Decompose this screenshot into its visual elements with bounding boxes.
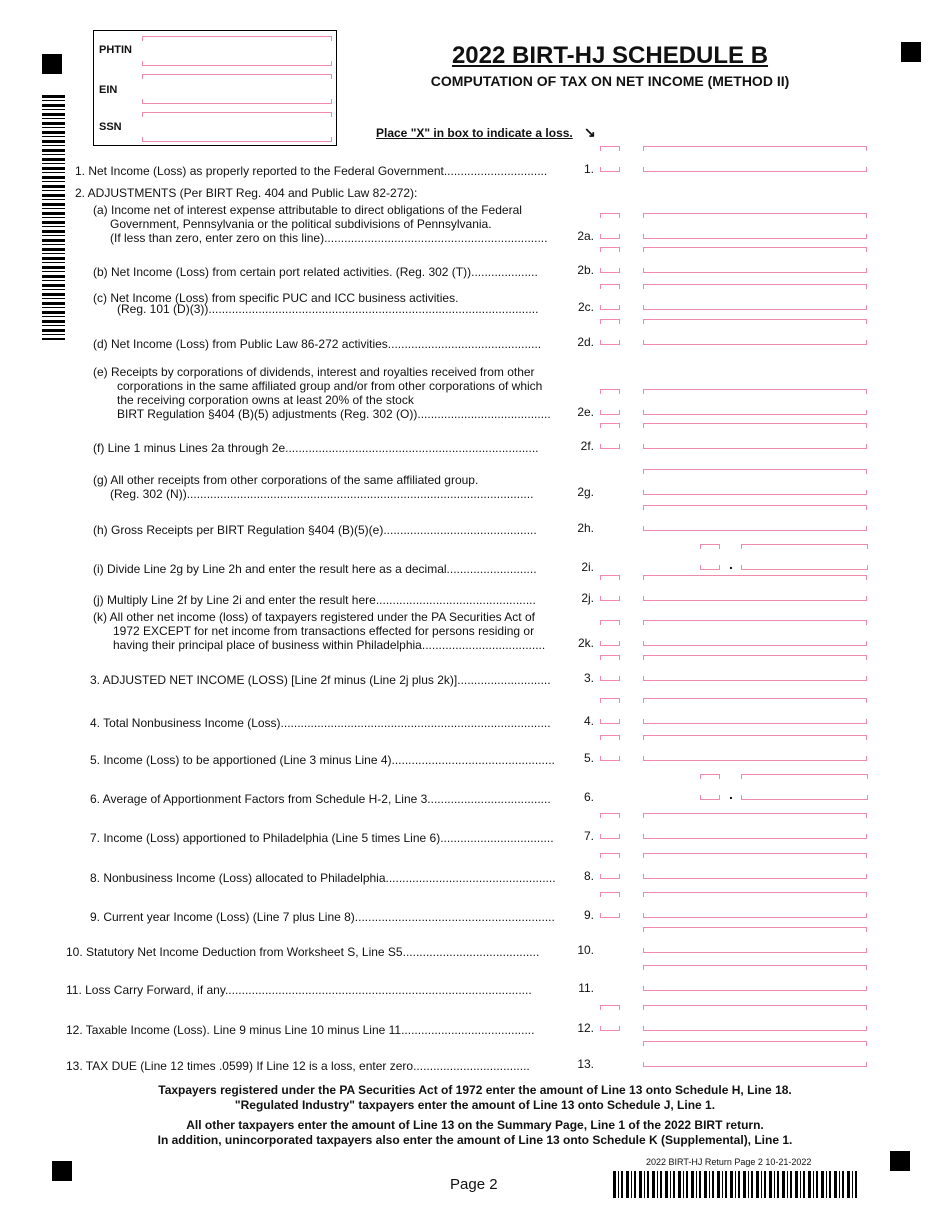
- barcode-horizontal: [613, 1171, 859, 1198]
- loss-checkbox[interactable]: [600, 319, 620, 345]
- amount-field[interactable]: [643, 1005, 867, 1031]
- loss-checkbox[interactable]: [600, 655, 620, 681]
- line-text: (f) Line 1 minus Lines 2a through 2e............................................................................: [93, 441, 539, 455]
- loss-checkbox[interactable]: [600, 698, 620, 724]
- loss-checkbox[interactable]: [600, 389, 620, 415]
- amount-field[interactable]: [643, 389, 867, 415]
- taxpayer-id-box: [93, 30, 337, 146]
- loss-checkbox[interactable]: [600, 423, 620, 449]
- line-number: 2g.: [577, 485, 594, 499]
- amount-field[interactable]: [643, 892, 867, 918]
- loss-checkbox[interactable]: [600, 575, 620, 601]
- loss-checkbox[interactable]: [600, 853, 620, 879]
- line-number: 2i.: [581, 560, 594, 574]
- footer-note-3: All other taxpayers enter the amount of Line 13 on the Summary Page, Line 1 of the 2022 BIRT return.: [186, 1118, 764, 1132]
- line-text: (b) Net Income (Loss) from certain port related activities. (Reg. 302 (T))....................: [93, 265, 538, 279]
- amount-field[interactable]: [643, 319, 867, 345]
- line-number: 1.: [583, 162, 594, 176]
- amount-field[interactable]: [643, 213, 867, 239]
- amount-field[interactable]: [643, 146, 867, 172]
- decimal-whole-field[interactable]: [700, 544, 720, 570]
- line-text: (i) Divide Line 2g by Line 2h and enter the result here as a decimal...........................: [93, 562, 537, 576]
- loss-checkbox[interactable]: [600, 813, 620, 839]
- line-number: 10.: [577, 943, 594, 957]
- line-number: 8.: [583, 869, 594, 883]
- line-text: Government, Pennsylvania or the political subdivisions of Pennsylvania.: [110, 217, 492, 231]
- page-number: Page 2: [450, 1176, 498, 1193]
- line-text: 8. Nonbusiness Income (Loss) allocated to Philadelphia...................................................: [90, 871, 556, 885]
- amount-field[interactable]: [643, 853, 867, 879]
- line-text: 13. TAX DUE (Line 12 times .0599) If Line 12 is a loss, enter zero...................................: [66, 1059, 530, 1073]
- line-number: 6.: [583, 790, 594, 804]
- decimal-point: .: [729, 786, 733, 802]
- line-number: 9.: [583, 908, 594, 922]
- line-text: (k) All other net income (loss) of taxpayers registered under the PA Securities Act of: [93, 610, 535, 624]
- amount-field[interactable]: [643, 469, 867, 495]
- line-number: 4.: [583, 714, 594, 728]
- line-text: 11. Loss Carry Forward, if any............................................................................................: [66, 983, 532, 997]
- line-number: 2b.: [577, 263, 594, 277]
- decimal-fraction-field[interactable]: [741, 544, 868, 570]
- form-id: 2022 BIRT-HJ Return Page 2 10-21-2022: [646, 1157, 812, 1167]
- registration-mark: [901, 42, 921, 62]
- footer-note-1: Taxpayers registered under the PA Securities Act of 1972 enter the amount of Line 13 onto Schedule H, Line 18.: [158, 1083, 792, 1097]
- line-text: corporations in the same affiliated group and/or from other corporations of which: [117, 379, 543, 393]
- line-text: 4. Total Nonbusiness Income (Loss).................................................................................: [90, 716, 551, 730]
- amount-field[interactable]: [643, 813, 867, 839]
- line-text: 2. ADJUSTMENTS (Per BIRT Reg. 404 and Public Law 82-272):: [75, 186, 418, 200]
- line-text: having their principal place of business within Philadelphia.....................................: [113, 638, 546, 652]
- page-subtitle: COMPUTATION OF TAX ON NET INCOME (METHOD II): [430, 73, 790, 89]
- amount-field[interactable]: [643, 575, 867, 601]
- registration-mark: [42, 54, 62, 74]
- amount-field[interactable]: [643, 735, 867, 761]
- ssn-label: SSN: [99, 121, 122, 133]
- loss-checkbox[interactable]: [600, 284, 620, 310]
- amount-field[interactable]: [643, 698, 867, 724]
- line-text: 1972 EXCEPT for net income from transactions effected for persons residing or: [113, 624, 535, 638]
- line-number: 2k.: [577, 636, 594, 650]
- line-text: the receiving corporation owns at least 20% of the stock: [117, 393, 414, 407]
- line-text: (j) Multiply Line 2f by Line 2i and enter the result here................................................: [93, 593, 536, 607]
- line-text: 3. ADJUSTED NET INCOME (LOSS) [Line 2f minus (Line 2j plus 2k)]............................: [90, 673, 551, 687]
- line-number: 7.: [583, 829, 594, 843]
- line-number: 3.: [583, 671, 594, 685]
- line-text: 9. Current year Income (Loss) (Line 7 plus Line 8)............................................................: [90, 910, 555, 924]
- amount-field[interactable]: [643, 247, 867, 273]
- footer-note-2: "Regulated Industry" taxpayers enter the amount of Line 13 onto Schedule J, Line 1.: [234, 1098, 716, 1112]
- loss-checkbox[interactable]: [600, 892, 620, 918]
- line-text: (Reg. 302 (N))........................................................................................................: [110, 487, 534, 501]
- loss-checkbox[interactable]: [600, 247, 620, 273]
- loss-checkbox[interactable]: [600, 213, 620, 239]
- line-text: (d) Net Income (Loss) from Public Law 86-272 activities..............................................: [93, 337, 542, 351]
- amount-field[interactable]: [643, 1041, 867, 1067]
- arrow-down-right-icon: ↘: [584, 124, 596, 140]
- amount-field[interactable]: [643, 505, 867, 531]
- line-number: 2d.: [577, 335, 594, 349]
- line-number: 13.: [577, 1057, 594, 1071]
- line-text: (e) Receipts by corporations of dividends, interest and royalties received from other: [93, 365, 535, 379]
- ssn-field[interactable]: [142, 112, 332, 142]
- line-text: (If less than zero, enter zero on this line)...................................................................: [110, 231, 548, 245]
- ein-field[interactable]: [142, 74, 332, 104]
- line-number: 2c.: [577, 300, 594, 314]
- line-number: 2j.: [581, 591, 594, 605]
- line-text: 10. Statutory Net Income Deduction from Worksheet S, Line S5.........................................: [66, 945, 540, 959]
- amount-field[interactable]: [643, 927, 867, 953]
- page-title: 2022 BIRT-HJ SCHEDULE B: [451, 42, 769, 69]
- line-text: (Reg. 101 (D)(3))...................................................................................................: [117, 302, 539, 316]
- line-text: 5. Income (Loss) to be apportioned (Line 3 minus Line 4).................................................: [90, 753, 555, 767]
- footer-note-4: In addition, unincorporated taxpayers also enter the amount of Line 13 onto Schedule K (Supplemental), Line 1.: [157, 1133, 793, 1147]
- line-number: 2a.: [577, 229, 594, 243]
- decimal-point: .: [729, 556, 733, 572]
- loss-checkbox[interactable]: [600, 620, 620, 646]
- line-number: 2e.: [577, 405, 594, 419]
- loss-checkbox[interactable]: [600, 146, 620, 172]
- registration-mark: [890, 1151, 910, 1171]
- ein-label: EIN: [99, 84, 118, 96]
- line-number: 2f.: [580, 439, 594, 453]
- amount-field[interactable]: [643, 620, 867, 646]
- line-text: 1. Net Income (Loss) as properly reported to the Federal Government...............................: [75, 164, 548, 178]
- amount-field[interactable]: [643, 423, 867, 449]
- line-text: 7. Income (Loss) apportioned to Philadelphia (Line 5 times Line 6)..................................: [90, 831, 554, 845]
- decimal-whole-field[interactable]: [700, 774, 720, 800]
- line-number: 5.: [583, 751, 594, 765]
- amount-field[interactable]: [643, 655, 867, 681]
- line-text: (c) Net Income (Loss) from specific PUC and ICC business activities.: [93, 291, 459, 305]
- line-number: 11.: [578, 981, 594, 995]
- loss-instruction: Place "X" in box to indicate a loss.: [376, 126, 573, 140]
- line-text: (a) Income net of interest expense attributable to direct obligations of the Federal: [93, 203, 522, 217]
- line-text: (g) All other receipts from other corporations of the same affiliated group.: [93, 473, 479, 487]
- phtin-label: PHTIN: [99, 44, 132, 56]
- line-number: 12.: [577, 1021, 594, 1035]
- line-text: 6. Average of Apportionment Factors from Schedule H-2, Line 3.....................................: [90, 792, 551, 806]
- line-number: 2h.: [577, 521, 594, 535]
- phtin-field[interactable]: [142, 36, 332, 66]
- amount-field[interactable]: [643, 284, 867, 310]
- line-text: 12. Taxable Income (Loss). Line 9 minus Line 10 minus Line 11........................................: [66, 1023, 535, 1037]
- barcode-vertical: [42, 95, 65, 340]
- loss-checkbox[interactable]: [600, 735, 620, 761]
- decimal-fraction-field[interactable]: [741, 774, 868, 800]
- registration-mark: [52, 1161, 72, 1181]
- amount-field[interactable]: [643, 965, 867, 991]
- line-text: (h) Gross Receipts per BIRT Regulation §404 (B)(5)(e)..............................................: [93, 523, 537, 537]
- line-text: BIRT Regulation §404 (B)(5) adjustments (Reg. 302 (O))........................................: [117, 407, 551, 421]
- loss-checkbox[interactable]: [600, 1005, 620, 1031]
